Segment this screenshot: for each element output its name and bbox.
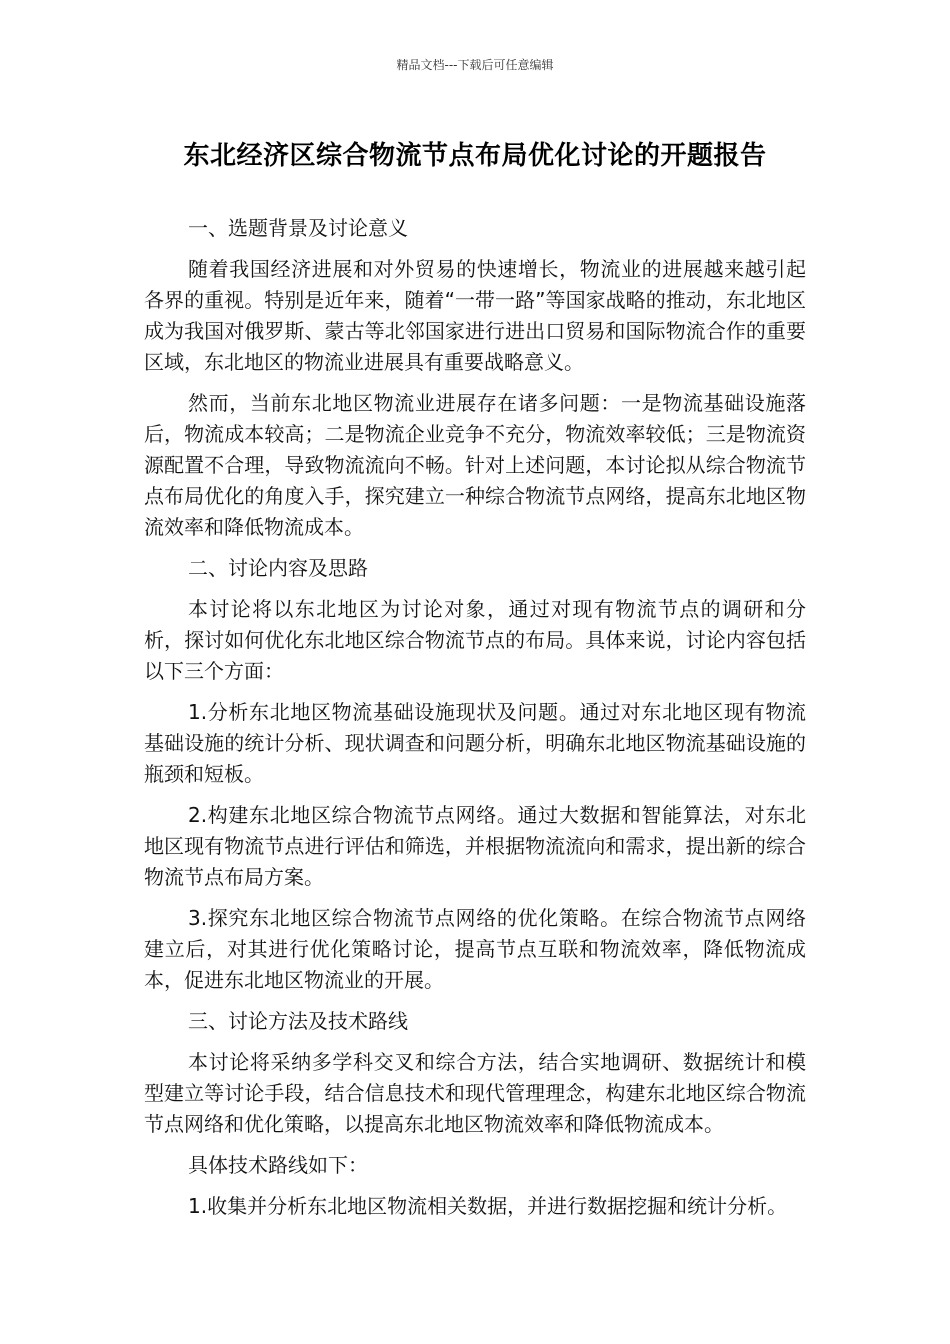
section-heading-methods: 三、讨论方法及技术路线 — [188, 1009, 408, 1033]
document-body — [144, 213, 806, 1232]
paragraph: 然而，当前东北地区物流业进展存在诸多问题：一是物流基础设施落后，物流成本较高；二是物流企业竞争不充分，物流效率较低；三是物流资源配置不合理，导致物流流向不畅。针对上述问题，本讨论拟从综合物流节点布局优化的角度入手，探究建立一种综合物流节点网络，提高东北地区物流效率和降低物流成本。 — [144, 391, 806, 539]
paragraph: 随着我国经济进展和对外贸易的快速增长，物流业的进展越来越引起各界的重视。特别是近年来，随着“一带一路”等国家战略的推动，东北地区成为我国对俄罗斯、蒙古等北邻国家进行进出口贸易和国际物流合作的重要区域，东北地区的物流业进展具有重要战略意义。 — [144, 257, 806, 374]
list-item: 1.收集并分析东北地区物流相关数据，并进行数据挖掘和统计分析。 — [188, 1194, 788, 1218]
section-heading-content: 二、讨论内容及思路 — [188, 556, 368, 580]
list-item: 1.分析东北地区物流基础设施现状及问题。通过对东北地区现有物流基础设施的统计分析、现状调查和问题分析，明确东北地区物流基础设施的瓶颈和短板。 — [144, 700, 806, 786]
section-heading-background: 一、选题背景及讨论意义 — [188, 216, 408, 240]
list-item: 2.构建东北地区综合物流节点网络。通过大数据和智能算法，对东北地区现有物流节点进行评估和筛选，并根据物流流向和需求，提出新的综合物流节点布局方案。 — [144, 803, 806, 889]
document-title: 东北经济区综合物流节点布局优化讨论的开题报告 — [183, 141, 767, 171]
paragraph: 本讨论将以东北地区为讨论对象，通过对现有物流节点的调研和分析，探讨如何优化东北地区综合物流节点的布局。具体来说，讨论内容包括以下三个方面： — [144, 597, 806, 683]
sub-heading-route: 具体技术路线如下： — [188, 1153, 368, 1177]
paragraph: 本讨论将采纳多学科交叉和综合方法，结合实地调研、数据统计和模型建立等讨论手段，结合信息技术和现代管理理念，构建东北地区综合物流节点网络和优化策略，以提高东北地区物流效率和降低物流成本。 — [144, 1050, 806, 1136]
list-item: 3.探究东北地区综合物流节点网络的优化策略。在综合物流节点网络建立后，对其进行优化策略讨论，提高节点互联和物流效率，降低物流成本，促进东北地区物流业的开展。 — [144, 906, 806, 992]
page-header: 精品文档---下载后可任意编辑 — [396, 58, 554, 72]
